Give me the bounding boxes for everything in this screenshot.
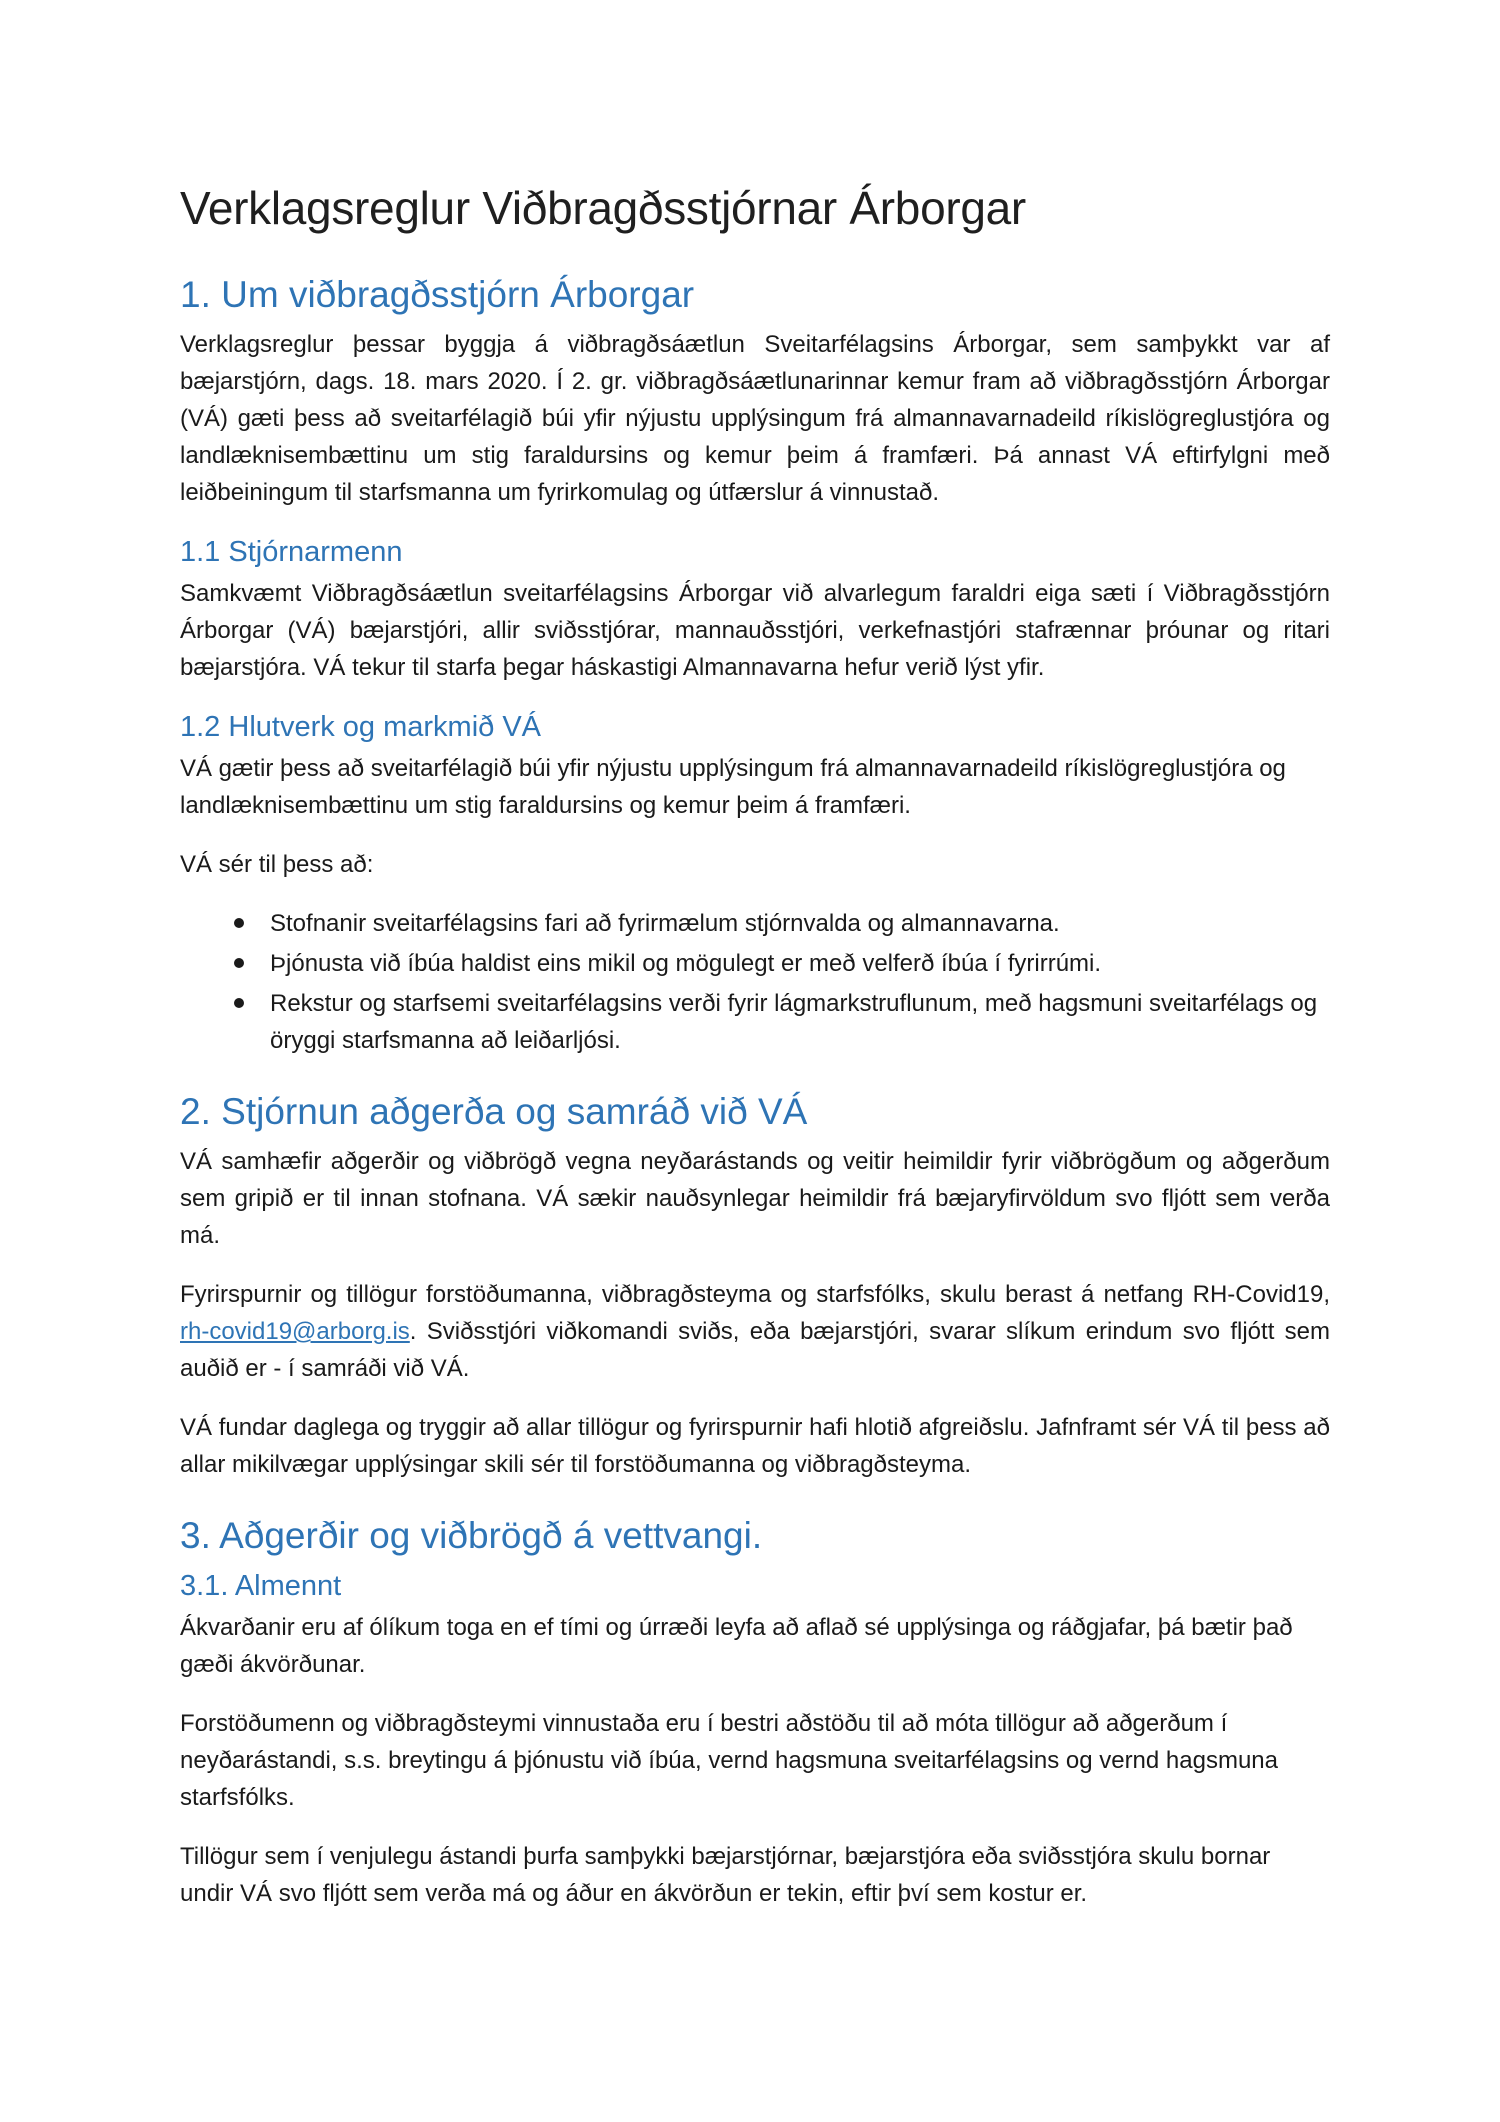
list-item xyxy=(180,905,1330,942)
document-page xyxy=(180,180,1330,1934)
document-title: Verklagsreglur Viðbragðsstjórnar Árborgar xyxy=(180,182,1026,234)
section-1-2-heading: 1.2 Hlutverk og markmið VÁ xyxy=(180,711,542,743)
section-2-paragraph-2 xyxy=(180,1276,1330,1387)
section-1-2-bullet-list xyxy=(180,905,1330,1059)
section-1-2-intro: VÁ sér til þess að: xyxy=(180,851,374,878)
section-3-1-paragraph-3: Tillögur sem í venjulegu ástandi þurfa samþykki bæjarstjórnar, bæjarstjóra eða sviðsstjóra skulu bornar undir VÁ svo fljótt sem verða má og áður en ákvörðun er tekin, eftir því sem kostur er. xyxy=(180,1843,1271,1907)
bullet-icon xyxy=(234,958,244,968)
list-item-text: Þjónusta við íbúa haldist eins mikil og mögulegt er með velferð íbúa í fyrirrúmi. xyxy=(270,950,1102,977)
section-1-2-paragraph: VÁ gætir þess að sveitarfélagið búi yfir nýjustu upplýsingum frá almannavarnadeild ríkislögreglustjóra og landlæknisembættinu um stig faraldursins og kemur þeim á framfæri. xyxy=(180,755,1286,819)
section-3-1-heading: 3.1. Almennt xyxy=(180,1570,342,1602)
list-item-text: Rekstur og starfsemi sveitarfélagsins verði fyrir lágmarkstruflunum, með hagsmuni sveitarfélags og öryggi starfsmanna að leiðarljósi. xyxy=(270,990,1318,1054)
section-2-paragraph-2-end: . Sviðsstjóri viðkomandi sviðs, eða bæjarstjóri, svarar slíkum erindum svo fljótt sem auðið er - í samráði við VÁ. xyxy=(180,1318,1330,1382)
list-item xyxy=(180,985,1330,1059)
section-2-paragraph-2-start: Fyrirspurnir og tillögur forstöðumanna, viðbragðsteyma og starfsfólks, skulu berast á netfang RH-Covid19, xyxy=(180,1281,1330,1308)
list-item xyxy=(180,945,1330,982)
section-1-1-heading: 1.1 Stjórnarmenn xyxy=(180,536,403,568)
bullet-icon xyxy=(234,918,244,928)
section-3-heading: 3. Aðgerðir og viðbrögð á vettvangi. xyxy=(180,1515,763,1556)
section-2-heading: 2. Stjórnun aðgerða og samráð við VÁ xyxy=(180,1091,808,1132)
section-1-1-paragraph: Samkvæmt Viðbragðsáætlun sveitarfélagsins Árborgar við alvarlegum faraldri eiga sæti í Viðbragðsstjórn Árborgar (VÁ) bæjarstjóri, allir sviðsstjórar, mannauðsstjóri, verkefnastjóri stafrænnar þróunar og ritari bæjarstjóra. VÁ tekur til starfa þegar háskastigi Almannavarna hefur verið lýst yfir. xyxy=(180,580,1330,681)
section-1-paragraph: Verklagsreglur þessar byggja á viðbragðsáætlun Sveitarfélagsins Árborgar, sem samþykkt var af bæjarstjórn, dags. 18. mars 2020. Í 2. gr. viðbragðsáætlunarinnar kemur fram að viðbragðsstjórn Árborgar (VÁ) gæti þess að sveitarfélagið búi yfir nýjustu upplýsingum frá almannavarnadeild ríkislögreglustjóra og landlæknisembættinu um stig faraldursins og kemur þeim á framfæri. Þá annast VÁ eftirfylgni með leiðbeiningum til starfsmanna um fyrirkomulag og útfærslur á vinnustað. xyxy=(180,331,1330,506)
email-link[interactable]: rh-covid19@arborg.is xyxy=(180,1318,410,1345)
section-2-paragraph-3: VÁ fundar daglega og tryggir að allar tillögur og fyrirspurnir hafi hlotið afgreiðslu. Jafnframt sér VÁ til þess að allar mikilvægar upplýsingar skili sér til forstöðumanna og viðbragðsteyma. xyxy=(180,1414,1330,1478)
section-1-heading: 1. Um viðbragðsstjórn Árborgar xyxy=(180,274,695,315)
list-item-text: Stofnanir sveitarfélagsins fari að fyrirmælum stjórnvalda og almannavarna. xyxy=(270,910,1060,937)
bullet-icon xyxy=(234,998,244,1008)
section-3-1-paragraph-1: Ákvarðanir eru af ólíkum toga en ef tími og úrræði leyfa að aflað sé upplýsinga og ráðgjafar, þá bætir það gæði ákvörðunar. xyxy=(180,1614,1293,1678)
section-3-1-paragraph-2: Forstöðumenn og viðbragðsteymi vinnustaða eru í bestri aðstöðu til að móta tillögur að aðgerðum í neyðarástandi, s.s. breytingu á þjónustu við íbúa, vernd hagsmuna sveitarfélagsins og vernd hagsmuna starfsfólks. xyxy=(180,1710,1278,1811)
section-2-paragraph-1: VÁ samhæfir aðgerðir og viðbrögð vegna neyðarástands og veitir heimildir fyrir viðbrögðum og aðgerðum sem gripið er til innan stofnana. VÁ sækir nauðsynlegar heimildir frá bæjaryfirvöldum svo fljótt sem verða má. xyxy=(180,1148,1330,1249)
